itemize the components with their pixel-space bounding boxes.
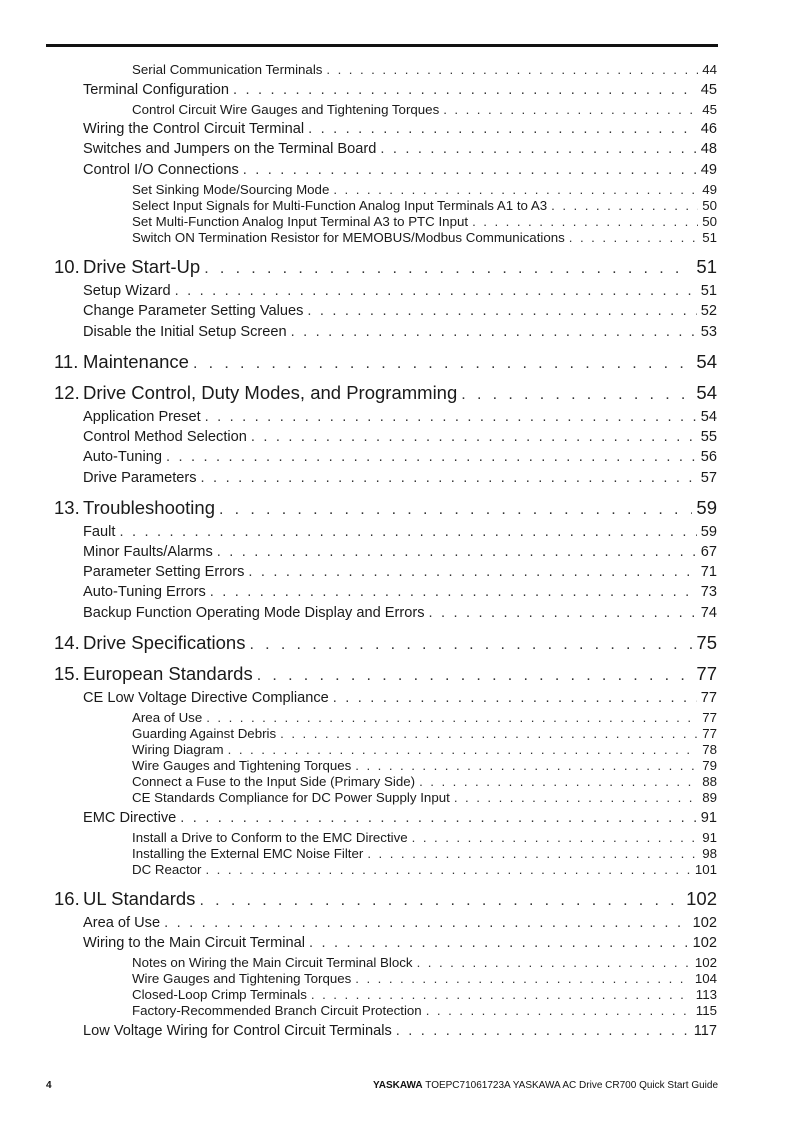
toc-title-text: European Standards — [83, 663, 253, 684]
toc-entry[interactable] — [83, 429, 717, 449]
toc-page-number: 48 — [700, 141, 717, 157]
toc-entry[interactable] — [132, 790, 717, 806]
toc-entry-title — [83, 564, 244, 580]
toc-entry[interactable] — [54, 256, 717, 282]
dot-leader — [333, 690, 697, 706]
dot-leader — [175, 283, 697, 299]
toc-page-number: 45 — [702, 102, 717, 117]
toc-page-number: 50 — [702, 214, 717, 229]
toc-page-number: 75 — [696, 632, 717, 653]
dot-leader — [219, 501, 692, 519]
toc-page-number: 59 — [696, 497, 717, 518]
toc-title-text: CE Low Voltage Directive Compliance — [83, 690, 329, 706]
document-title: TOEPC71061723A YASKAWA AC Drive CR700 Quick Start Guide — [425, 1080, 718, 1091]
toc-entry-title — [54, 351, 189, 373]
toc-title-text: Set Sinking Mode/Sourcing Mode — [132, 182, 330, 197]
toc-page-number: 52 — [700, 303, 717, 319]
toc-page-number: 51 — [696, 256, 717, 277]
dot-leader — [210, 584, 697, 600]
dot-leader — [257, 667, 693, 685]
dot-leader — [311, 987, 692, 1002]
toc-page-number: 45 — [700, 82, 717, 98]
toc-section-number: 10. — [54, 256, 80, 277]
toc-page-number: 115 — [695, 1003, 717, 1018]
toc-entry-title — [83, 324, 287, 340]
toc-title-text: Guarding Against Debris — [132, 726, 277, 741]
toc-title-text: Install a Drive to Conform to the EMC Directive — [132, 830, 408, 845]
toc-page-number: 101 — [694, 862, 717, 877]
toc-title-text: Area of Use — [83, 915, 161, 931]
dot-leader — [426, 1003, 692, 1018]
toc-entry[interactable] — [54, 382, 717, 408]
dot-leader — [248, 564, 696, 580]
toc-page-number: 104 — [694, 971, 717, 986]
toc-entry-title — [54, 382, 457, 404]
toc-page-number: 59 — [700, 524, 717, 540]
toc-entry-title — [54, 632, 245, 654]
toc-title-text: Backup Function Operating Mode Display and Errors — [83, 605, 425, 621]
toc-entry[interactable] — [132, 102, 717, 118]
dot-leader — [454, 790, 698, 805]
toc-entry-title — [132, 62, 322, 77]
toc-page-number: 54 — [696, 351, 717, 372]
toc-entry[interactable] — [54, 497, 717, 523]
toc-entry-title — [132, 987, 307, 1002]
dot-leader — [199, 892, 682, 910]
toc-title-text: Change Parameter Setting Values — [83, 303, 304, 319]
toc-entry-title — [132, 758, 351, 773]
toc-title-text: Area of Use — [132, 710, 203, 725]
toc-title-text: Auto-Tuning — [83, 449, 162, 465]
top-rule — [46, 44, 718, 47]
dot-leader — [355, 758, 698, 773]
toc-entry-title — [54, 497, 215, 519]
toc-title-text: Minor Faults/Alarms — [83, 544, 213, 560]
toc-entry[interactable] — [83, 810, 717, 830]
toc-entry[interactable] — [132, 230, 717, 246]
toc-page-number: 73 — [700, 584, 717, 600]
dot-leader — [291, 324, 697, 340]
toc-entry-title — [83, 303, 303, 319]
toc-entry[interactable] — [132, 971, 717, 987]
toc-title-text: Wire Gauges and Tightening Torques — [132, 971, 352, 986]
toc-title-text: Fault — [83, 524, 116, 540]
toc-entry[interactable] — [54, 888, 717, 914]
toc-page-number: 77 — [702, 726, 717, 741]
dot-leader — [326, 62, 698, 77]
toc-page-number: 77 — [696, 663, 717, 684]
dot-leader — [204, 260, 692, 278]
toc-title-text: Connect a Fuse to the Input Side (Primary Side) — [132, 774, 416, 789]
toc-section-number: 16. — [54, 888, 80, 909]
dot-leader — [307, 303, 696, 319]
toc-entry[interactable] — [132, 182, 717, 198]
toc-entry-title — [83, 915, 160, 931]
toc-entry[interactable] — [132, 862, 717, 878]
toc-title-text: Setup Wizard — [83, 283, 171, 299]
toc-entry[interactable] — [132, 1003, 717, 1019]
toc-page-number: 88 — [702, 774, 717, 789]
toc-entry-title — [132, 742, 224, 757]
toc-title-text: Troubleshooting — [83, 497, 215, 518]
toc-entry-title — [83, 584, 206, 600]
toc-entry-title — [83, 121, 304, 137]
toc-title-text: Wiring the Control Circuit Terminal — [83, 121, 305, 137]
toc-title-text: Disable the Initial Setup Screen — [83, 324, 287, 340]
toc-entry-title — [54, 888, 195, 910]
toc-entry-title — [132, 230, 565, 245]
toc-entry-title — [83, 449, 162, 465]
toc-page-number: 51 — [700, 283, 717, 299]
toc-entry[interactable] — [83, 409, 717, 429]
toc-page-number: 56 — [700, 449, 717, 465]
toc-entry-title — [83, 470, 197, 486]
document-id — [373, 1080, 718, 1091]
toc-entry[interactable] — [132, 742, 717, 758]
toc-title-text: Drive Parameters — [83, 470, 197, 486]
toc-entry[interactable] — [132, 198, 717, 214]
toc-page-number: 117 — [693, 1023, 717, 1039]
toc-page-number: 74 — [700, 605, 717, 621]
toc-page-number: 91 — [700, 810, 717, 826]
toc-entry[interactable] — [132, 846, 717, 862]
toc-section-number: 13. — [54, 497, 80, 518]
toc-entry-title — [83, 409, 201, 425]
toc-entry[interactable] — [54, 663, 717, 689]
toc-title-text: UL Standards — [83, 888, 196, 909]
toc-entry-title — [83, 524, 115, 540]
toc-entry[interactable] — [132, 774, 717, 790]
toc-title-text: Factory-Recommended Branch Circuit Protection — [132, 1003, 422, 1018]
dot-leader — [308, 121, 697, 137]
dot-leader — [417, 955, 691, 970]
toc-page-number: 102 — [692, 935, 717, 951]
toc-page-number: 102 — [692, 915, 717, 931]
toc-page-number: 89 — [702, 790, 717, 805]
toc-entry[interactable] — [132, 214, 717, 230]
dot-leader — [333, 182, 698, 197]
toc-page-number: 78 — [702, 742, 717, 757]
toc-title-text: Low Voltage Wiring for Control Circuit Terminals — [83, 1023, 392, 1039]
toc-title-text: Switches and Jumpers on the Terminal Board — [83, 141, 377, 157]
toc-title-text: Control Circuit Wire Gauges and Tightening Torques — [132, 102, 440, 117]
toc-entry[interactable] — [83, 544, 717, 564]
dot-leader — [551, 198, 698, 213]
toc-page-number: 54 — [696, 382, 717, 403]
toc-section-number: 15. — [54, 663, 80, 684]
toc-title-text: Switch ON Termination Resistor for MEMOBUS/Modbus Communications — [132, 230, 565, 245]
toc-page-number: 79 — [702, 758, 717, 773]
toc-title-text: Control I/O Connections — [83, 162, 239, 178]
toc-page-number: 46 — [700, 121, 717, 137]
toc-page-number: 57 — [700, 470, 717, 486]
dot-leader — [228, 742, 699, 757]
toc-entry-title — [132, 198, 547, 213]
dot-leader — [180, 810, 697, 826]
dot-leader — [309, 935, 689, 951]
toc-entry[interactable] — [83, 605, 717, 625]
toc-page-number: 50 — [702, 198, 717, 213]
toc-title-text: Terminal Configuration — [83, 82, 230, 98]
toc-entry-title — [54, 663, 253, 685]
toc-entry-title — [83, 810, 176, 826]
toc-entry[interactable] — [83, 303, 717, 323]
toc-page-number: 67 — [700, 544, 717, 560]
toc-title-text: Installing the External EMC Noise Filter — [132, 846, 364, 861]
toc-page-number: 91 — [702, 830, 717, 845]
toc-title-text: Serial Communication Terminals — [132, 62, 323, 77]
toc-entry[interactable] — [83, 690, 717, 710]
toc-entry-title — [83, 82, 229, 98]
toc-title-text: Wiring Diagram — [132, 742, 224, 757]
toc-entry[interactable] — [83, 564, 717, 584]
toc-entry-title — [132, 955, 413, 970]
toc-page-number: 49 — [700, 162, 717, 178]
toc-title-text: Set Multi-Function Analog Input Terminal A3 to PTC Input — [132, 214, 469, 229]
toc-entry-title — [83, 544, 213, 560]
dot-leader — [119, 524, 696, 540]
toc-entry-title — [132, 830, 408, 845]
dot-leader — [166, 449, 697, 465]
toc-entry[interactable] — [132, 955, 717, 971]
toc-page-number: 71 — [700, 564, 717, 580]
toc-entry-title — [132, 182, 329, 197]
toc-entry[interactable] — [83, 470, 717, 490]
toc-title-text: Wiring to the Main Circuit Terminal — [83, 935, 305, 951]
dot-leader — [429, 605, 697, 621]
toc-section-number: 11. — [54, 351, 79, 372]
toc-entry-title — [83, 162, 239, 178]
toc-page-number: 55 — [700, 429, 717, 445]
toc-title-text: Maintenance — [83, 351, 189, 372]
dot-leader — [201, 470, 697, 486]
toc-entry-title — [132, 726, 276, 741]
dot-leader — [217, 544, 697, 560]
toc-entry[interactable] — [132, 830, 717, 846]
toc-title-text: Drive Start-Up — [83, 256, 201, 277]
dot-leader — [280, 726, 698, 741]
toc-entry[interactable] — [83, 449, 717, 469]
toc-title-text: Wire Gauges and Tightening Torques — [132, 758, 352, 773]
dot-leader — [396, 1023, 690, 1039]
toc-title-text: DC Reactor — [132, 862, 202, 877]
toc-page-number: 49 — [702, 182, 717, 197]
toc-entry[interactable] — [54, 351, 717, 377]
dot-leader — [569, 230, 698, 245]
dot-leader — [205, 409, 697, 425]
dot-leader — [251, 429, 697, 445]
dot-leader — [412, 830, 699, 845]
toc-entry[interactable] — [83, 915, 717, 935]
toc-entry[interactable] — [83, 324, 717, 344]
toc-entry[interactable] — [83, 141, 717, 161]
toc-page-number: 51 — [702, 230, 717, 245]
toc-title-text: Select Input Signals for Multi-Function Analog Input Terminals A1 to A3 — [132, 198, 548, 213]
toc-entry-title — [83, 605, 425, 621]
toc-entry[interactable] — [132, 710, 717, 726]
toc-title-text: Auto-Tuning Errors — [83, 584, 206, 600]
toc-entry-title — [132, 971, 351, 986]
toc-title-text: EMC Directive — [83, 810, 177, 826]
toc-section-number: 12. — [54, 382, 80, 403]
toc-entry-title — [132, 1003, 422, 1018]
toc-entry-title — [54, 256, 200, 278]
toc-entry-title — [132, 710, 202, 725]
toc-entry-title — [132, 846, 363, 861]
dot-leader — [243, 162, 697, 178]
toc-entry-title — [83, 935, 305, 951]
dot-leader — [206, 710, 698, 725]
toc-entry-title — [132, 774, 415, 789]
toc-title-text: CE Standards Compliance for DC Power Supply Input — [132, 790, 450, 805]
toc-title-text: Parameter Setting Errors — [83, 564, 245, 580]
brand-name: YASKAWA — [373, 1080, 423, 1091]
toc-title-text: Closed-Loop Crimp Terminals — [132, 987, 307, 1002]
toc-title-text: Control Method Selection — [83, 429, 247, 445]
toc-title-text: Drive Control, Duty Modes, and Programming — [83, 382, 458, 403]
toc-entry[interactable] — [83, 584, 717, 604]
toc-page-number: 54 — [700, 409, 717, 425]
toc-entry-title — [83, 1023, 392, 1039]
toc-entry-title — [83, 283, 171, 299]
toc-entry-title — [83, 141, 376, 157]
dot-leader — [472, 214, 698, 229]
dot-leader — [419, 774, 698, 789]
toc-entry[interactable] — [132, 726, 717, 742]
toc-entry[interactable] — [54, 632, 717, 658]
toc-page-number: 53 — [700, 324, 717, 340]
toc-entry-title — [83, 690, 329, 706]
toc-entry[interactable] — [83, 283, 717, 303]
toc-entry[interactable] — [83, 1023, 717, 1043]
page-number: 4 — [46, 1080, 52, 1091]
toc-entry[interactable] — [83, 82, 717, 102]
toc-page-number: 77 — [700, 690, 717, 706]
toc-title-text: Application Preset — [83, 409, 201, 425]
toc-section-number: 14. — [54, 632, 80, 653]
toc-title-text: Notes on Wiring the Main Circuit Terminal Block — [132, 955, 413, 970]
toc-page-number: 98 — [702, 846, 717, 861]
toc-entry[interactable] — [132, 758, 717, 774]
toc-page-number: 102 — [694, 955, 717, 970]
toc-page-number: 102 — [686, 888, 717, 909]
toc-page-number: 44 — [702, 62, 717, 77]
dot-leader — [249, 636, 692, 654]
dot-leader — [380, 141, 696, 157]
dot-leader — [164, 915, 689, 931]
dot-leader — [233, 82, 697, 98]
toc-title-text: Drive Specifications — [83, 632, 246, 653]
toc-entry[interactable] — [83, 162, 717, 182]
dot-leader — [205, 862, 690, 877]
toc-entry[interactable] — [132, 987, 717, 1003]
dot-leader — [367, 846, 698, 861]
dot-leader — [461, 386, 692, 404]
toc-entry-title — [132, 102, 439, 117]
toc-entry[interactable] — [83, 935, 717, 955]
toc-page-number: 113 — [695, 987, 717, 1002]
dot-leader — [443, 102, 698, 117]
dot-leader — [355, 971, 691, 986]
toc-entry[interactable] — [132, 62, 717, 78]
toc-entry[interactable] — [83, 121, 717, 141]
toc-entry-title — [132, 214, 468, 229]
dot-leader — [193, 355, 692, 373]
toc-entry[interactable] — [83, 524, 717, 544]
toc-entry-title — [83, 429, 247, 445]
toc-entry-title — [132, 790, 450, 805]
toc-entry-title — [132, 862, 201, 877]
toc-page-number: 77 — [702, 710, 717, 725]
